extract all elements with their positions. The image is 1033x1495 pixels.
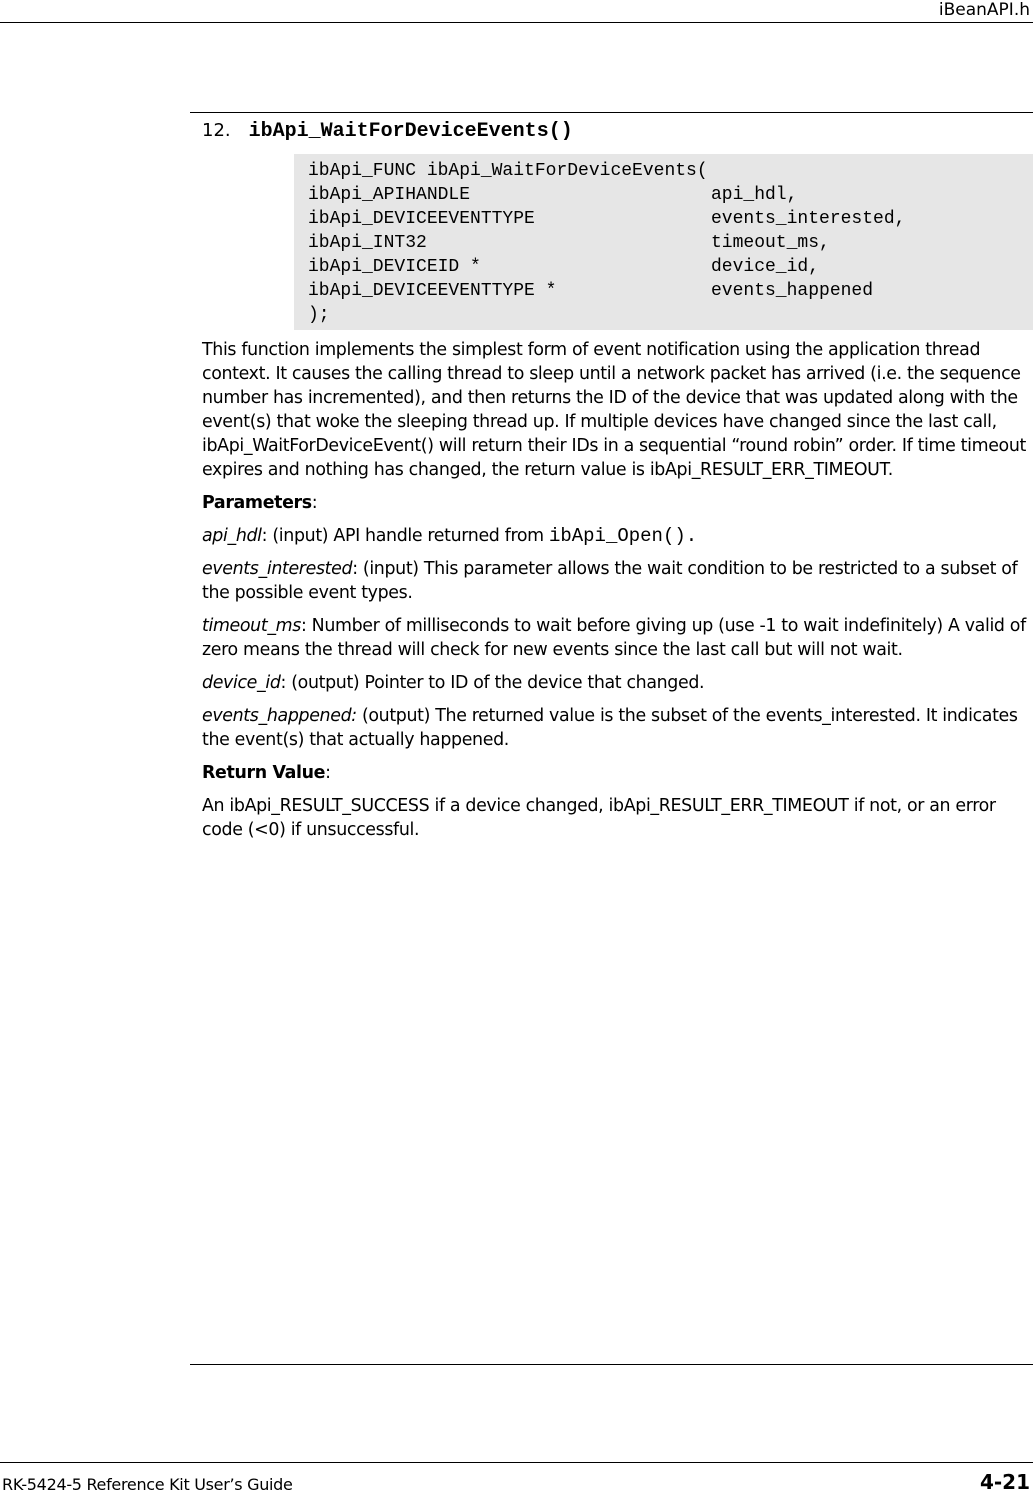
code-param-type: ibApi_APIHANDLE	[308, 185, 471, 205]
code-param-name: events_happened	[711, 281, 874, 301]
parameter-name: events_happened:	[202, 706, 357, 726]
parameter-item	[202, 614, 1028, 662]
parameter-code: ibApi_Open().	[548, 525, 698, 547]
function-heading	[202, 118, 573, 145]
description-paragraph: This function implements the simplest form of event notification using the application thread context. It causes the calling thread to sleep until a network packet has arrived (i.e. the sequence number has incremented), and then returns the ID of the device that was updated along with the event(s) that woke the sleeping thread up. If multiple devices have changed since the last call, ibApi_WaitForDeviceEvent() will return their IDs in a sequential “round robin” order. If time timeout expires and nothing has changed, the return value is ibApi_RESULT_ERR_TIMEOUT.	[202, 340, 1026, 480]
parameter-text: (input) This parameter allows the wait condition to be restricted to a subset of the possible event types.	[202, 559, 1018, 603]
parameter-separator: :	[261, 526, 268, 546]
return-value-heading	[202, 761, 1028, 785]
code-param-type: ibApi_DEVICEID *	[308, 257, 481, 277]
code-param-name: device_id,	[711, 257, 820, 277]
parameters-heading	[202, 491, 1028, 515]
parameter-item	[202, 704, 1028, 752]
parameter-name: events_interested	[202, 559, 353, 579]
code-block	[294, 154, 1033, 330]
code-close-line: );	[308, 305, 330, 325]
return-value-label: Return Value	[202, 763, 326, 783]
parameter-name: timeout_ms	[202, 616, 301, 636]
return-value-colon: :	[325, 763, 331, 783]
parameter-text: (output) The returned value is the subset of the events_interested. It indicates the event(s) that actually happened.	[202, 706, 1018, 750]
code-param-name: api_hdl,	[711, 185, 798, 205]
running-header-title: iBeanAPI.h	[938, 0, 1030, 20]
parameter-separator: :	[300, 616, 307, 636]
header-rule	[0, 22, 1033, 23]
code-param-name: timeout_ms,	[711, 233, 830, 253]
parameter-text: (input) API handle returned from	[267, 526, 549, 546]
parameter-text: (output) Pointer to ID of the device that changed.	[286, 673, 705, 693]
footer-page-number: 4-21	[979, 1470, 1030, 1494]
code-param-type: ibApi_DEVICEEVENTTYPE *	[308, 281, 557, 301]
parameter-item	[202, 557, 1028, 605]
parameter-text: Number of milliseconds to wait before giving up (use -1 to wait indefinitely) A valid of zero means the thread will check for new events since the last call but will not wait.	[202, 616, 1026, 660]
footer-guide-title: RK-5424-5 Reference Kit User’s Guide	[2, 1475, 293, 1494]
parameter-separator: :	[352, 559, 358, 579]
footer-lower-rule	[0, 1462, 1033, 1463]
parameters-colon: :	[311, 493, 318, 513]
parameter-item	[202, 671, 1028, 695]
footer-upper-rule	[190, 1364, 1033, 1365]
code-param-type: ibApi_INT32	[308, 233, 427, 253]
code-param-name: events_interested,	[711, 209, 906, 229]
parameter-name: api_hdl	[202, 526, 262, 546]
code-open-line: ibApi_FUNC ibApi_WaitForDeviceEvents(	[308, 161, 708, 181]
function-name: ibApi_WaitForDeviceEvents()	[248, 120, 573, 143]
parameter-separator: :	[280, 673, 287, 693]
code-param-type: ibApi_DEVICEEVENTTYPE	[308, 209, 535, 229]
section-top-rule	[190, 112, 1033, 113]
parameters-label: Parameters	[202, 493, 312, 513]
section-number: 12.	[202, 120, 231, 141]
main-content	[202, 338, 1028, 851]
parameter-item	[202, 524, 1028, 548]
return-value-text: An ibApi_RESULT_SUCCESS if a device changed, ibApi_RESULT_ERR_TIMEOUT if not, or an error code (<0) if unsuccessful.	[202, 796, 996, 840]
parameter-name: device_id	[202, 673, 281, 693]
